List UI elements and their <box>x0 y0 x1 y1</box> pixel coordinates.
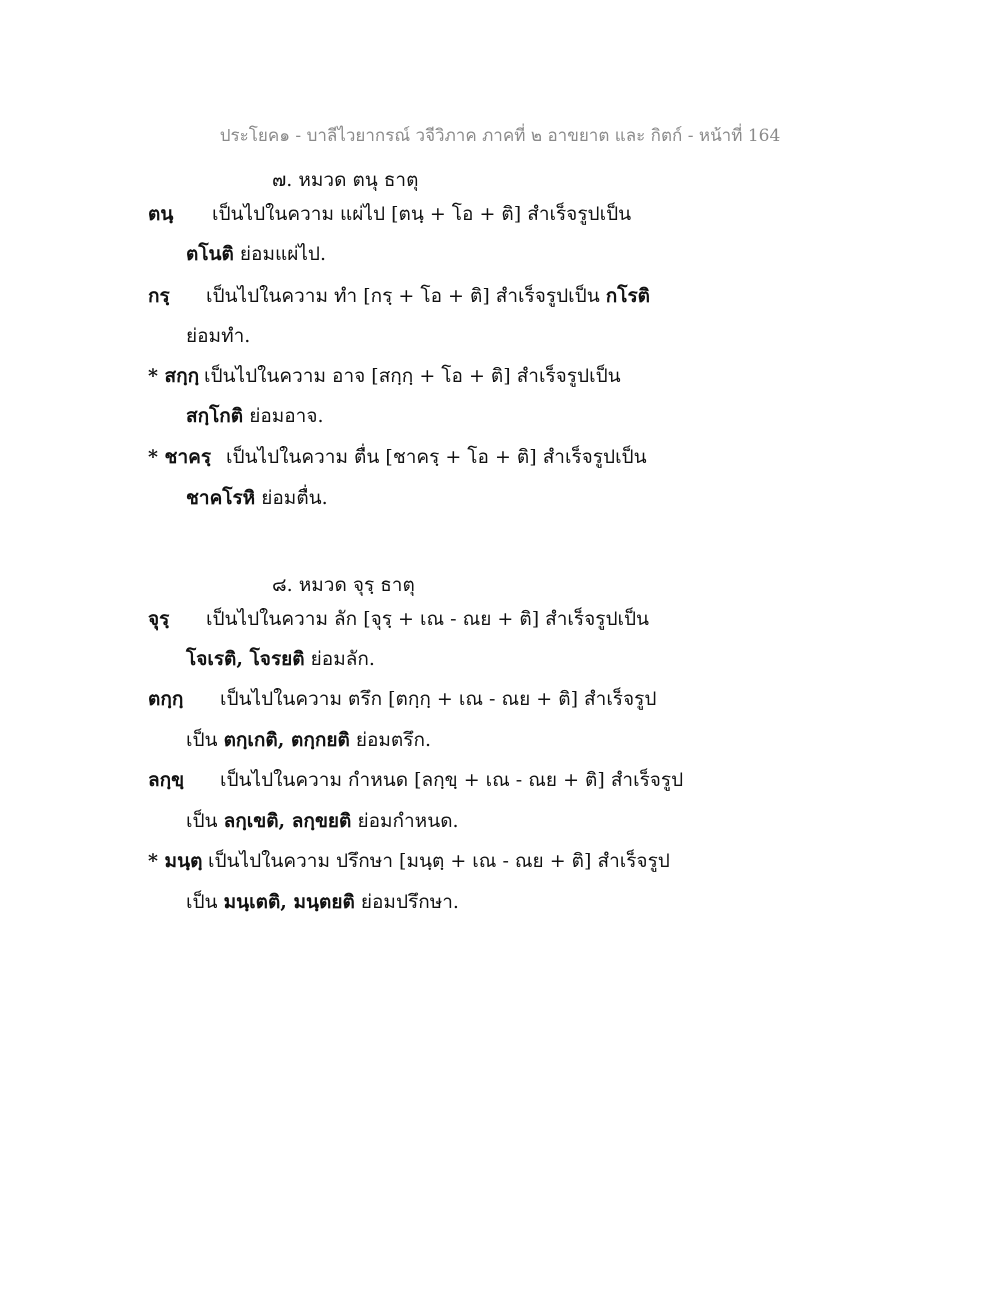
entry-definition: เป็นไปในความ ตื่น [ชาครฺ + โอ + ติ] สำเร็จรูปเป็น <box>226 446 647 468</box>
entry-meaning: ย่อมปรึกษา. <box>354 891 459 913</box>
entry-meaning: ย่อมทำ. <box>186 325 251 347</box>
entry-result-line <box>186 650 375 669</box>
entry-result-line <box>186 407 324 426</box>
entry-result-line <box>186 489 328 508</box>
entry-term: * สกฺกฺ <box>148 365 200 387</box>
entry-meaning: ย่อมกำหนด. <box>351 810 459 832</box>
entry-result: ชาคโรหิ <box>186 487 256 509</box>
entry-definition: เป็นไปในความ กำหนด [ลกฺขฺ + เณ - ณย + ติ] สำเร็จรูป <box>220 769 684 791</box>
entry-term: จุรฺ <box>148 608 170 630</box>
entry-definition: เป็นไปในความ ทำ [กรฺ + โอ + ติ] สำเร็จรูปเป็น กโรติ <box>206 285 651 307</box>
entry-meaning: ย่อมอาจ. <box>243 405 324 427</box>
entry-prefix: เป็น <box>186 891 224 913</box>
entry-term: กรฺ <box>148 285 170 307</box>
entry-definition: เป็นไปในความ ปรึกษา [มนฺตฺ + เณ - ณย + ติ] สำเร็จรูป <box>208 850 670 872</box>
entry-term: ตกฺกฺ <box>148 688 184 710</box>
entry-result-line <box>186 245 326 264</box>
entry-result: ลกฺเขติ, ลกฺขยติ <box>223 810 352 832</box>
entry-term: ตนฺ <box>148 203 174 225</box>
section-heading: ๗. หมวด ตนุ ธาตุ <box>272 169 419 191</box>
entry-result: สกฺโกติ <box>186 405 244 427</box>
section-heading: ๘. หมวด จุรฺ ธาตุ <box>272 574 415 596</box>
entry-result: ตโนติ <box>186 243 234 265</box>
entry-result: กโรติ <box>605 285 651 307</box>
entry-result: โจเรติ, โจรยติ <box>186 648 305 670</box>
entry-result-line <box>186 893 459 912</box>
entry-term: * ชาครฺ <box>148 446 212 468</box>
entry-prefix: เป็น <box>186 810 224 832</box>
entry-result: ตกฺเกติ, ตกฺกยติ <box>223 729 350 751</box>
entry-definition: เป็นไปในความ ลัก [จุรฺ + เณ - ณย + ติ] สำเร็จรูปเป็น <box>206 608 650 630</box>
entry-term: ลกฺขฺ <box>148 769 185 791</box>
entry-meaning: ย่อมแผ่ไป. <box>233 243 327 265</box>
entry-prefix: เป็น <box>186 729 224 751</box>
entry-result-line <box>186 812 459 831</box>
entry-definition: เป็นไปในความ แผ่ไป [ตนฺ + โอ + ติ] สำเร็จรูปเป็น <box>212 203 632 225</box>
entry-meaning: ย่อมตรึก. <box>349 729 432 751</box>
entry-result-line <box>186 731 431 750</box>
page-header: ประโยค๑ - บาลีไวยากรณ์ วจีวิภาค ภาคที่ ๒ อาขยาต และ กิตก์ - หน้าที่ 164 <box>219 126 781 146</box>
entry-definition: เป็นไปในความ อาจ [สกฺกฺ + โอ + ติ] สำเร็จรูปเป็น <box>204 365 621 387</box>
entry-definition: เป็นไปในความ ตรึก [ตกฺกฺ + เณ - ณย + ติ] สำเร็จรูป <box>220 688 657 710</box>
entry-term: * มนฺตฺ <box>148 850 203 872</box>
entry-result: มนฺเตติ, มนฺตยติ <box>223 891 355 913</box>
entry-meaning: ย่อมตื่น. <box>255 487 328 509</box>
entry-meaning: ย่อมลัก. <box>304 648 375 670</box>
